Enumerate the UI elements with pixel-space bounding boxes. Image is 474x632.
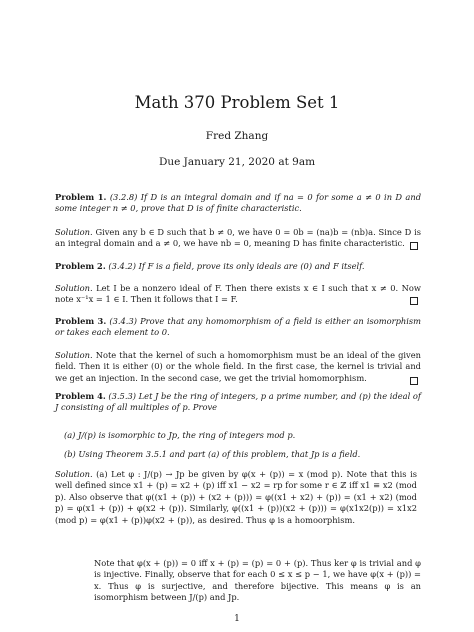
problem-4-item-a: (a) J/(p) is isomorphic to Jp, the ring of integers mod p. (64, 430, 296, 440)
problem-2-label: Problem 2. (55, 261, 106, 271)
problem-1-solution (55, 227, 421, 250)
problem-2-solution-text: Let I be a nonzero ideal of F. Then there exists x ∈ I such that x ≠ 0. Now note x⁻¹x = 1 ∈ I. Then it follows that I = F. (55, 283, 421, 305)
problem-4-item-b: (b) Using Theorem 3.5.1 and part (a) of this problem, that Jp is a field. (64, 449, 361, 459)
problem-1-statement (55, 192, 421, 215)
problem-2-text: (3.4.2) If F is a field, prove its only ideals are (0) and F itself. (108, 261, 365, 271)
problem-1-text: (3.2.8) If D is an integral domain and if na = 0 for some a ≠ 0 in D and some integer n ≠ 0, prove that D is of finite characteristic. (55, 192, 422, 214)
qed-icon (410, 297, 418, 305)
problem-2-solution (55, 283, 421, 306)
problem-4-solution-a2: Note that φ(x + (p)) = 0 iff x + (p) = (p) = 0 + (p). Thus ker φ is trivial and φ is injective. Finally, observe that for each 0 ≤ x ≤ p − 1, we have φ(x + (p)) = x. Thus φ is surjective, and therefore bijective. This means φ is an isomorphism between J/(p) and Jp. (94, 558, 421, 603)
problem-3-statement (55, 316, 421, 339)
page-number: 1 (234, 614, 240, 624)
problem-4-statement (55, 391, 421, 414)
solution-label: Solution. (55, 469, 93, 479)
problem-4-label: Problem 4. (55, 391, 106, 401)
author-name: Fred Zhang (205, 130, 269, 142)
problem-3-text: (3.4.3) Prove that any homomorphism of a field is either an isomorphism or takes each element to 0. (55, 316, 421, 338)
document-title: Math 370 Problem Set 1 (134, 93, 340, 112)
qed-icon (410, 377, 418, 385)
problem-2-statement (55, 261, 421, 272)
problem-3-solution-text: Note that the kernel of such a homomorphism must be an ideal of the given field. Then it is either (0) or the whole field. In the first case, the kernel is trivial and we get an injection. In the second case, we get the trivial homomorphism. (55, 350, 421, 383)
due-date: Due January 21, 2020 at 9am (158, 156, 316, 168)
problem-4-text: (3.5.3) Let J be the ring of integers, p a prime number, and (p) the ideal of J consisting of all multiples of p. Prove (55, 391, 421, 413)
solution-label: Solution. (55, 283, 93, 293)
problem-1-label: Problem 1. (55, 192, 107, 202)
problem-4-solution-a (55, 469, 417, 526)
problem-1-solution-text: Given any b ∈ D such that b ≠ 0, we have 0 = 0b = (na)b = (nb)a. Since D is an integral domain and a ≠ 0, we have nb = 0, meaning D has finite characteristic. (55, 227, 421, 249)
problem-3-label: Problem 3. (55, 316, 107, 326)
solution-label: Solution. (55, 227, 93, 237)
problem-4-solution-a-text: (a) Let φ : J/(p) → Jp be given by φ(x + (p)) = x (mod p). Note that this is well defined since x1 + (p) = x2 + (p) iff x1 − x2 = rp for some r ∈ ℤ iff x1 ≡ x2 (mod p). Also observe that φ((x1 + (p)) + (x2 + (p))) = φ((x1 + x2) + (p)) = (x1 + x2) (mod p) = φ(x1 + (p)) + φ(x2 + (p)). Similarly, φ((x1 + (p))(x2 + (p))) = φ(x1x2(p)) = x1x2 (mod p) = φ(x1 + (p))φ(x2 + (p)), as desired. Thus φ is a homoorphism. (55, 469, 418, 525)
problem-3-solution (55, 350, 421, 384)
solution-label: Solution. (55, 350, 93, 360)
qed-icon (410, 242, 418, 250)
